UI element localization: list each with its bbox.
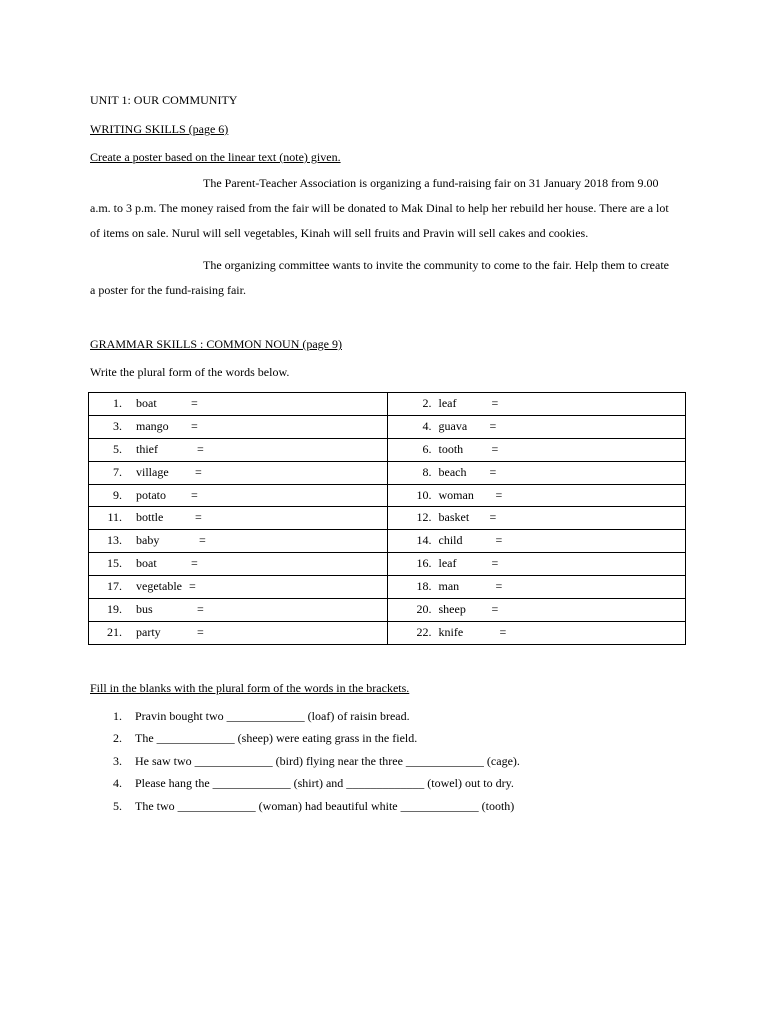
table-row [89,484,686,507]
equals-sign: = [191,556,198,571]
table-cell [387,576,686,599]
noun-word: party [136,624,161,639]
item-number: 8. [422,464,432,479]
equals-sign: = [489,510,497,525]
equals-sign: = [491,441,499,456]
item-number: 2. [113,731,122,746]
item-number: 14. [416,533,432,548]
table-cell [387,461,686,484]
noun-word: boat [136,396,157,410]
noun-word: mango [136,418,169,433]
grammar-instruction: Write the plural form of the words below. [90,365,290,379]
equals-sign: = [495,487,503,502]
equals-sign: = [491,602,499,617]
sentence-text: He saw two _____________ (bird) flying near the three _____________ (cage). [135,753,520,768]
noun-word: leaf [438,556,457,571]
fill-blanks-heading: Fill in the blanks with the plural form of the words in the brackets. [90,681,410,695]
table-cell [89,415,388,438]
item-number: 1. [113,396,122,410]
noun-word: tooth [438,441,464,456]
equals-sign: = [489,464,497,479]
table-cell [89,599,388,622]
noun-word: potato [136,487,166,502]
writing-instruction: Create a poster based on the linear text (note) given. [90,150,341,164]
item-number: 11. [107,510,122,525]
equals-sign: = [197,602,204,617]
table-cell [387,599,686,622]
item-number: 5. [113,798,122,813]
noun-word: guava [438,418,468,433]
table-cell [89,438,388,461]
item-number: 17. [107,579,122,594]
item-number: 22. [416,624,432,639]
item-number: 4. [113,776,122,791]
sentence-text: Please hang the _____________ (shirt) and _____________ (towel) out to dry. [135,776,514,791]
noun-word: vegetable [136,579,182,594]
table-cell [387,393,686,416]
equals-sign: = [195,464,202,479]
table-row [89,576,686,599]
table-row [89,415,686,438]
writing-paragraph-1: The Parent-Teacher Association is organizing a fund-raising fair on 31 January 2018 from 9.00 a.m. to 3 p.m. The money raised from the fair will be donated to Mak Dinal to help her rebuild her house. There are a lot of items on sale. Nurul will sell vegetables, Kinah will sell fruits and Pravin will sell cakes and cookies. [90,176,669,240]
table-cell [387,530,686,553]
equals-sign: = [199,533,206,548]
equals-sign: = [495,579,503,594]
table-cell [89,393,388,416]
noun-word: basket [438,510,470,525]
item-number: 5. [113,441,122,456]
item-number: 3. [113,753,122,768]
noun-word: knife [438,624,464,639]
table-row [89,461,686,484]
table-row [89,393,686,416]
table-cell [387,484,686,507]
sentence-text: The two _____________ (woman) had beautiful white _____________ (tooth) [135,798,515,813]
item-number: 10. [416,487,432,502]
equals-sign: = [197,441,204,456]
item-number: 13. [107,533,122,548]
noun-word: sheep [438,602,466,617]
table-cell [387,553,686,576]
noun-word: thief [136,441,158,456]
item-number: 21. [107,624,122,639]
item-number: 18. [416,579,432,594]
table-cell [387,621,686,644]
table-row [89,553,686,576]
equals-sign: = [191,396,198,410]
equals-sign: = [491,556,499,571]
table-cell [89,553,388,576]
item-number: 15. [107,556,122,571]
equals-sign: = [195,510,202,525]
noun-word: boat [136,556,157,571]
grammar-skills-heading: GRAMMAR SKILLS : COMMON NOUN (page 9) [90,337,342,351]
table-cell [89,530,388,553]
noun-word: bus [136,602,153,617]
table-cell [387,415,686,438]
sentence-text: Pravin bought two _____________ (loaf) of raisin bread. [135,709,410,723]
table-cell [387,438,686,461]
table-row [89,507,686,530]
equals-sign: = [499,624,507,639]
table-row [89,530,686,553]
noun-word: baby [136,533,160,548]
equals-sign: = [491,396,499,410]
noun-word: beach [438,464,467,479]
noun-word: leaf [438,396,457,410]
table-cell [89,576,388,599]
table-cell [387,507,686,530]
writing-paragraph-2: The organizing committee wants to invite the community to come to the fair. Help them to create a poster for the fund-raising fair. [90,258,669,297]
equals-sign: = [191,418,198,433]
table-cell [89,507,388,530]
writing-skills-heading: WRITING SKILLS (page 6) [90,122,229,136]
item-number: 12. [416,510,432,525]
item-number: 1. [113,709,122,723]
item-number: 3. [113,418,122,433]
table-row [89,621,686,644]
equals-sign: = [495,533,503,548]
equals-sign: = [189,579,196,594]
equals-sign: = [191,487,198,502]
noun-word: village [136,464,169,479]
table-row [89,438,686,461]
item-number: 19. [107,602,122,617]
unit-title: UNIT 1: OUR COMMUNITY [90,93,238,107]
item-number: 20. [416,602,432,617]
table-cell [89,461,388,484]
plural-words-table [88,392,686,645]
equals-sign: = [197,624,204,639]
item-number: 6. [422,441,432,456]
noun-word: child [438,533,463,548]
item-number: 2. [422,396,432,410]
item-number: 9. [113,487,122,502]
noun-word: man [438,579,460,594]
item-number: 7. [113,464,122,479]
item-number: 16. [416,556,432,571]
noun-word: bottle [136,510,164,525]
equals-sign: = [489,418,497,433]
table-cell [89,621,388,644]
table-row [89,599,686,622]
item-number: 4. [422,418,432,433]
noun-word: woman [438,487,474,502]
table-cell [89,484,388,507]
sentence-text: The _____________ (sheep) were eating grass in the field. [135,731,418,746]
